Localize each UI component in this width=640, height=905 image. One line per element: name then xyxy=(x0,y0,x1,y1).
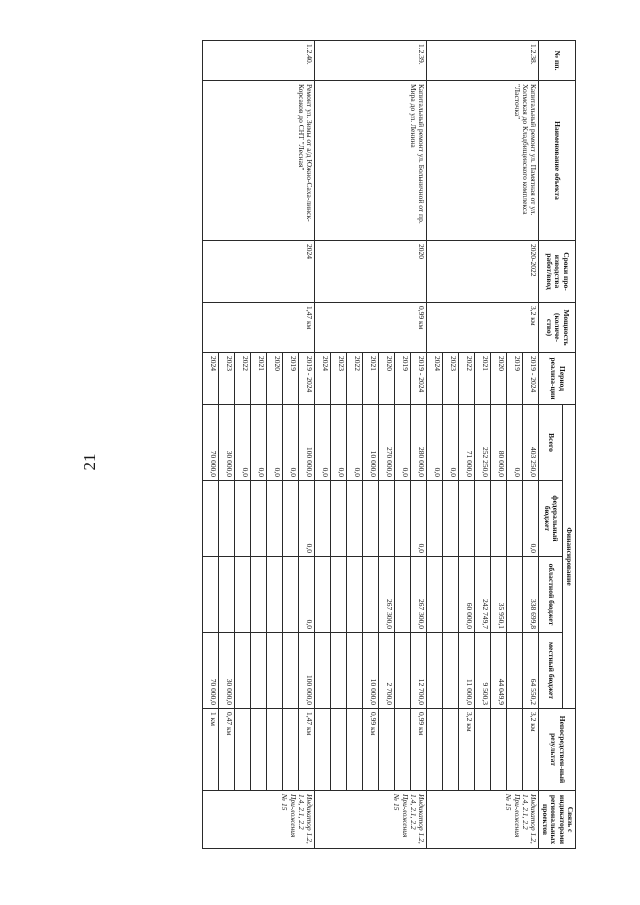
period-cell: 2024 xyxy=(203,353,219,405)
period-cell: 2023 xyxy=(443,353,459,405)
total-cell: 270 000,0 xyxy=(379,405,395,481)
federal-cell xyxy=(347,481,363,557)
object-name: Ремонт ул. Зимы от а/д Южно-Саха-линск-Корсаков до СНТ "Лесная" xyxy=(203,81,315,241)
local-cell xyxy=(251,633,267,709)
table-body xyxy=(203,41,539,849)
header-regional: областной бюджет xyxy=(539,557,562,633)
object-number: 1.2.40. xyxy=(203,41,315,81)
result-cell: 0,99 км xyxy=(411,709,427,791)
total-cell: 10 000,0 xyxy=(363,405,379,481)
period-cell: 2019 - 2024 xyxy=(523,353,539,405)
regional-cell xyxy=(251,557,267,633)
result-cell xyxy=(347,709,363,791)
result-cell xyxy=(379,709,395,791)
local-cell xyxy=(267,633,283,709)
object-capacity: 0,99 км xyxy=(315,303,427,353)
result-cell xyxy=(427,709,443,791)
header-capacity: Мощность (количе-ство) xyxy=(539,303,576,353)
total-cell: 0,0 xyxy=(251,405,267,481)
result-cell xyxy=(443,709,459,791)
total-cell: 252 250,0 xyxy=(475,405,491,481)
page-number: 21 xyxy=(80,453,99,471)
local-cell: 10 000,0 xyxy=(363,633,379,709)
total-cell: 30 000,0 xyxy=(219,405,235,481)
result-cell xyxy=(251,709,267,791)
federal-cell: 0,0 xyxy=(411,481,427,557)
federal-cell xyxy=(459,481,475,557)
result-cell xyxy=(315,709,331,791)
local-cell: 64 550,2 xyxy=(523,633,539,709)
federal-cell: 0,0 xyxy=(523,481,539,557)
total-cell: 0,0 xyxy=(347,405,363,481)
object-terms: 2020-2022 xyxy=(427,241,539,303)
regional-cell: 0,0 xyxy=(299,557,315,633)
local-cell xyxy=(283,633,299,709)
local-cell: 12 700,0 xyxy=(411,633,427,709)
total-cell: 71 000,0 xyxy=(459,405,475,481)
federal-cell xyxy=(331,481,347,557)
federal-cell xyxy=(507,481,523,557)
regional-cell: 267 300,0 xyxy=(379,557,395,633)
indicator-link: Индикатор 1.2, 1.4, 2.1, 2.2 При-ложения № 15 xyxy=(427,791,539,849)
period-cell: 2021 xyxy=(363,353,379,405)
local-cell xyxy=(443,633,459,709)
federal-cell xyxy=(203,481,219,557)
regional-cell xyxy=(331,557,347,633)
total-cell: 403 250,0 xyxy=(523,405,539,481)
local-cell: 9 500,3 xyxy=(475,633,491,709)
header-name: Наименование объекта xyxy=(539,81,576,241)
regional-cell xyxy=(507,557,523,633)
local-cell xyxy=(427,633,443,709)
federal-cell xyxy=(267,481,283,557)
regional-cell: 35 950,1 xyxy=(491,557,507,633)
period-cell: 2024 xyxy=(315,353,331,405)
indicator-link: Индикатор 1.2, 1.4, 2.1, 2.2 При-ложения № 15 xyxy=(315,791,427,849)
period-cell: 2023 xyxy=(219,353,235,405)
period-cell: 2019 xyxy=(395,353,411,405)
object-name: Капитальный ремонт ул. Больничной от пр. Мира до ул. Ленина xyxy=(315,81,427,241)
result-cell xyxy=(491,709,507,791)
federal-cell xyxy=(379,481,395,557)
period-cell: 2021 xyxy=(475,353,491,405)
federal-cell xyxy=(427,481,443,557)
period-cell: 2023 xyxy=(331,353,347,405)
regional-cell xyxy=(395,557,411,633)
federal-cell xyxy=(395,481,411,557)
regional-cell xyxy=(347,557,363,633)
local-cell: 30 000,0 xyxy=(219,633,235,709)
period-cell: 2022 xyxy=(235,353,251,405)
period-cell: 2021 xyxy=(251,353,267,405)
total-cell: 0,0 xyxy=(267,405,283,481)
regional-cell: 267 300,0 xyxy=(411,557,427,633)
header-federal: федеральный бюджет xyxy=(539,481,562,557)
period-cell: 2022 xyxy=(459,353,475,405)
total-cell: 0,0 xyxy=(235,405,251,481)
federal-cell xyxy=(283,481,299,557)
regional-cell xyxy=(427,557,443,633)
result-cell xyxy=(283,709,299,791)
result-cell xyxy=(395,709,411,791)
period-cell: 2020 xyxy=(491,353,507,405)
local-cell xyxy=(315,633,331,709)
result-cell: 1 км xyxy=(203,709,219,791)
period-cell: 2020 xyxy=(267,353,283,405)
federal-cell xyxy=(251,481,267,557)
header-result: Непосредствен-ный результат xyxy=(539,709,576,791)
federal-cell xyxy=(219,481,235,557)
local-cell: 2 700,0 xyxy=(379,633,395,709)
total-cell: 0,0 xyxy=(443,405,459,481)
local-cell xyxy=(347,633,363,709)
header-period: Период реализа-ции xyxy=(539,353,576,405)
total-cell: 0,0 xyxy=(283,405,299,481)
period-cell: 2019 - 2024 xyxy=(411,353,427,405)
result-cell xyxy=(267,709,283,791)
total-cell: 0,0 xyxy=(315,405,331,481)
header-link: Связь с индикаторами региональных проектов xyxy=(539,791,576,849)
result-cell xyxy=(475,709,491,791)
regional-cell xyxy=(283,557,299,633)
local-cell xyxy=(507,633,523,709)
regional-cell xyxy=(443,557,459,633)
local-cell xyxy=(235,633,251,709)
rotated-table-container xyxy=(96,40,576,848)
total-cell: 80 000,0 xyxy=(491,405,507,481)
result-cell xyxy=(235,709,251,791)
header-row-1 xyxy=(562,41,575,849)
total-cell: 100 000,0 xyxy=(299,405,315,481)
local-cell: 70 000,0 xyxy=(203,633,219,709)
header-total: Всего xyxy=(539,405,562,481)
total-cell: 0,0 xyxy=(507,405,523,481)
indicator-link: Индикатор 1.2, 1.4, 2.1, 2.2 При-ложения № 15 xyxy=(203,791,315,849)
total-cell: 280 000,0 xyxy=(411,405,427,481)
regional-cell: 242 749,7 xyxy=(475,557,491,633)
period-cell: 2019 - 2024 xyxy=(299,353,315,405)
object-number: 1.2.39. xyxy=(315,41,427,81)
regional-cell xyxy=(315,557,331,633)
regional-cell xyxy=(203,557,219,633)
header-local: местный бюджет xyxy=(539,633,562,709)
total-cell: 0,0 xyxy=(427,405,443,481)
header-financing: Финансирование xyxy=(562,405,575,709)
result-cell xyxy=(331,709,347,791)
total-cell: 0,0 xyxy=(395,405,411,481)
object-terms: 2020 xyxy=(315,241,427,303)
financing-table xyxy=(202,40,576,849)
federal-cell xyxy=(443,481,459,557)
federal-cell xyxy=(491,481,507,557)
period-cell: 2024 xyxy=(427,353,443,405)
regional-cell: 60 000,0 xyxy=(459,557,475,633)
local-cell: 11 000,0 xyxy=(459,633,475,709)
period-cell: 2019 xyxy=(283,353,299,405)
table-row xyxy=(411,41,427,849)
table-row xyxy=(523,41,539,849)
total-cell: 0,0 xyxy=(331,405,347,481)
table-row xyxy=(299,41,315,849)
object-number: 1.2.38. xyxy=(427,41,539,81)
object-name: Капитальный ремонт ул. Памятная от ул. Холмская до Кладбищенского комплекса "Ласточка" xyxy=(427,81,539,241)
regional-cell xyxy=(267,557,283,633)
regional-cell xyxy=(363,557,379,633)
result-cell xyxy=(507,709,523,791)
regional-cell xyxy=(219,557,235,633)
object-capacity: 1,47 км xyxy=(203,303,315,353)
regional-cell xyxy=(235,557,251,633)
result-cell: 3,2 км xyxy=(523,709,539,791)
period-cell: 2019 xyxy=(507,353,523,405)
federal-cell: 0,0 xyxy=(299,481,315,557)
federal-cell xyxy=(235,481,251,557)
header-terms: Сроки про-изводства работ/ввод xyxy=(539,241,576,303)
local-cell xyxy=(395,633,411,709)
result-cell: 1,47 км xyxy=(299,709,315,791)
object-terms: 2024 xyxy=(203,241,315,303)
regional-cell: 338 699,8 xyxy=(523,557,539,633)
header-no: № пп. xyxy=(539,41,576,81)
federal-cell xyxy=(475,481,491,557)
period-cell: 2020 xyxy=(379,353,395,405)
local-cell: 100 000,0 xyxy=(299,633,315,709)
federal-cell xyxy=(315,481,331,557)
result-cell: 0,99 км xyxy=(363,709,379,791)
result-cell: 0,47 км xyxy=(219,709,235,791)
local-cell xyxy=(331,633,347,709)
result-cell: 3,2 км xyxy=(459,709,475,791)
local-cell: 44 049,9 xyxy=(491,633,507,709)
period-cell: 2022 xyxy=(347,353,363,405)
federal-cell xyxy=(363,481,379,557)
total-cell: 70 000,0 xyxy=(203,405,219,481)
object-capacity: 3,2 км xyxy=(427,303,539,353)
